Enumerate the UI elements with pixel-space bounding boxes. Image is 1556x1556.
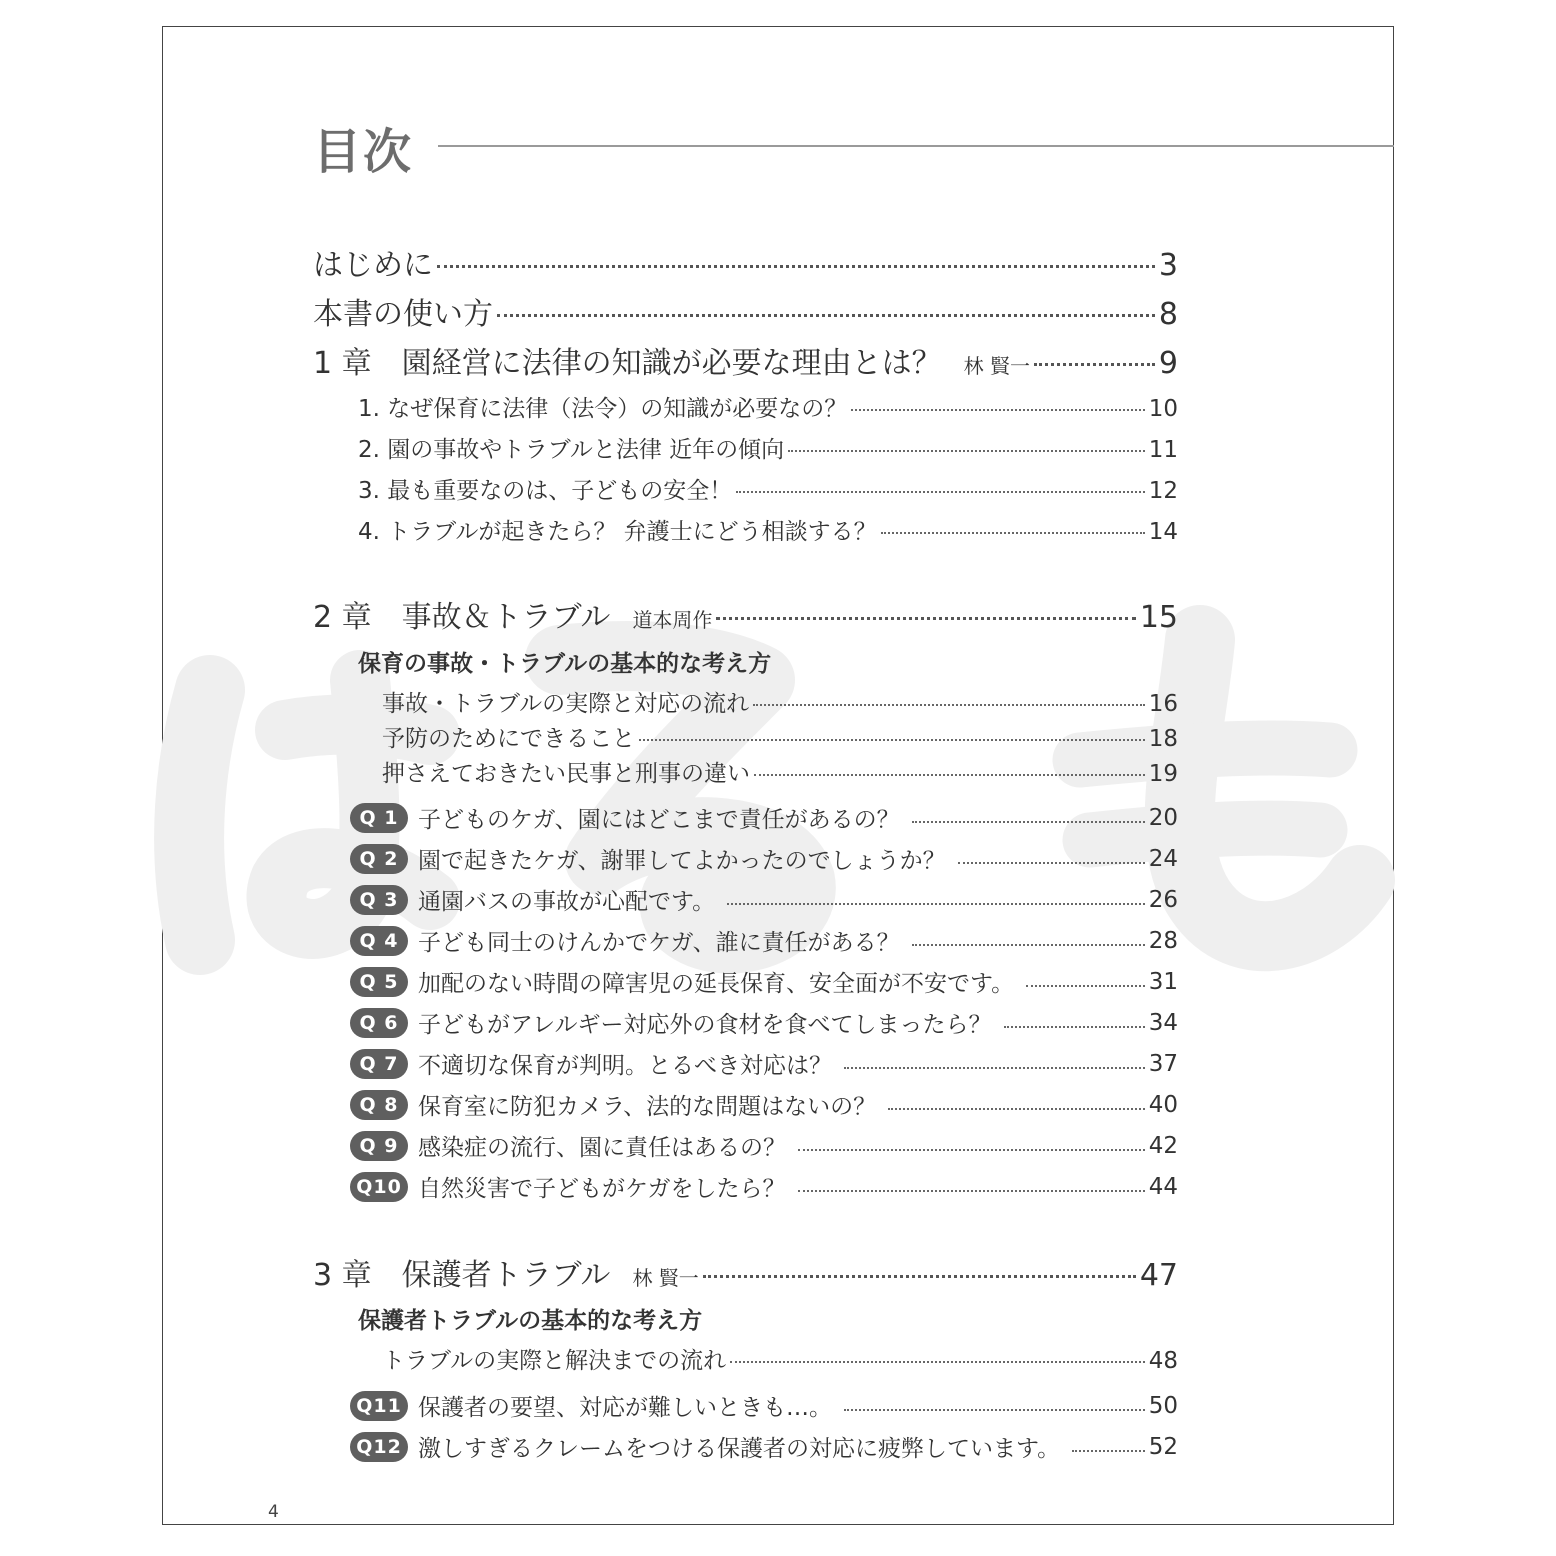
- page-folio: 4: [268, 1502, 279, 1522]
- dot-leader: [912, 821, 1145, 823]
- question-text: 子ども同士のけんかでケガ、誰に責任がある？: [418, 930, 900, 956]
- question-badge: Q12: [350, 1432, 408, 1462]
- toc-label: はじめに: [313, 248, 433, 283]
- toc-entry-2-c[interactable]: [382, 755, 1178, 788]
- toc-label: 本書の使い方: [313, 297, 493, 332]
- dot-leader: [1026, 985, 1145, 987]
- dot-leader: [639, 739, 1145, 741]
- dot-leader: [798, 1190, 1145, 1192]
- section-heading-ch3: 保護者トラブルの基本的な考え方: [358, 1308, 703, 1334]
- question-badge: Q 9: [350, 1131, 408, 1161]
- dot-leader: [1034, 363, 1155, 366]
- question-text: 感染症の流行、園に責任はあるの？: [418, 1135, 786, 1161]
- toc-entry-tsukaikata[interactable]: [313, 289, 1178, 333]
- page-number: 40: [1148, 1091, 1178, 1118]
- dot-leader: [736, 491, 1144, 493]
- author-name: 道本周作: [632, 608, 713, 632]
- question-badge: Q11: [350, 1391, 408, 1421]
- question-entry[interactable]: [350, 1430, 1178, 1463]
- question-text: 保護者の要望、対応が難しいときも…。: [418, 1395, 832, 1421]
- question-badge: Q10: [350, 1172, 408, 1202]
- page-number: 11: [1148, 437, 1178, 463]
- question-entry[interactable]: [350, 1006, 1178, 1039]
- toc-label: 事故・トラブルの実際と対応の流れ: [382, 691, 750, 717]
- author-name: 林 賢一: [632, 1266, 699, 1290]
- page-number: 18: [1148, 726, 1178, 752]
- toc-entry-chapter-1[interactable]: [313, 338, 1178, 382]
- page-number: 44: [1148, 1173, 1178, 1200]
- chapter-title: 3 章 保護者トラブル: [313, 1258, 611, 1293]
- toc-entry-1-4[interactable]: [358, 513, 1178, 546]
- question-text: 激しすぎるクレームをつける保護者の対応に疲弊しています。: [418, 1436, 1061, 1462]
- question-text: 自然災害で子どもがケガをしたら？: [418, 1176, 786, 1202]
- question-text: 園で起きたケガ、謝罪してよかったのでしょうか？: [418, 848, 946, 874]
- page-number: 15: [1139, 600, 1178, 635]
- dot-leader: [1004, 1026, 1145, 1028]
- title-divider: [438, 145, 1394, 147]
- question-entry[interactable]: [350, 883, 1178, 916]
- toc-label: 2. 園の事故やトラブルと法律 近年の傾向: [358, 437, 785, 463]
- question-entry[interactable]: [350, 1129, 1178, 1162]
- page-number: 52: [1148, 1433, 1178, 1460]
- toc-entry-hajimeni[interactable]: [313, 240, 1178, 284]
- page-number: 10: [1148, 396, 1178, 422]
- question-entry[interactable]: [350, 1389, 1178, 1422]
- question-badge: Q 8: [350, 1090, 408, 1120]
- page-number: 34: [1148, 1009, 1178, 1036]
- question-badge: Q 5: [350, 967, 408, 997]
- dot-leader: [912, 944, 1145, 946]
- dot-leader: [716, 617, 1135, 620]
- dot-leader: [703, 1275, 1136, 1278]
- dot-leader: [437, 265, 1155, 268]
- question-entry[interactable]: [350, 842, 1178, 875]
- toc-label: 1. なぜ保育に法律（法令）の知識が必要なの？: [358, 396, 848, 422]
- page-number: 9: [1158, 346, 1178, 381]
- question-text: 保育室に防犯カメラ、法的な問題はないの？: [418, 1094, 877, 1120]
- section-heading-ch2: 保育の事故・トラブルの基本的な考え方: [358, 651, 772, 677]
- page-title: 目次: [313, 124, 414, 180]
- dot-leader: [727, 903, 1145, 905]
- dot-leader: [798, 1149, 1145, 1151]
- page-number: 48: [1148, 1348, 1178, 1374]
- page-number: 20: [1148, 804, 1178, 831]
- question-badge: Q 4: [350, 926, 408, 956]
- toc-entry-2-b[interactable]: [382, 720, 1178, 753]
- page-number: 19: [1148, 761, 1178, 787]
- page-number: 37: [1148, 1050, 1178, 1077]
- toc-entry-2-a[interactable]: [382, 685, 1178, 718]
- toc-label: 4. トラブルが起きたら？ 弁護士にどう相談する？: [358, 519, 877, 545]
- toc-label: 3. 最も重要なのは、子どもの安全！: [358, 478, 733, 504]
- toc-entry-3-a[interactable]: [382, 1342, 1178, 1375]
- dot-leader: [881, 532, 1145, 534]
- question-text: 通園バスの事故が心配です。: [418, 889, 716, 915]
- question-entry[interactable]: [350, 924, 1178, 957]
- question-text: 子どもがアレルギー対応外の食材を食べてしまったら？: [418, 1012, 992, 1038]
- toc-entry-1-1[interactable]: [358, 390, 1178, 423]
- toc-label: 押さえておきたい民事と刑事の違い: [382, 761, 750, 787]
- question-entry[interactable]: [350, 1088, 1178, 1121]
- page-number: 14: [1148, 519, 1178, 545]
- dot-leader: [844, 1409, 1145, 1411]
- toc-label: トラブルの実際と解決までの流れ: [382, 1348, 727, 1374]
- dot-leader: [754, 774, 1145, 776]
- dot-leader: [730, 1361, 1145, 1363]
- dot-leader: [753, 704, 1145, 706]
- chapter-title: 2 章 事故＆トラブル: [313, 600, 611, 635]
- question-badge: Q 3: [350, 885, 408, 915]
- page-number: 42: [1148, 1132, 1178, 1159]
- dot-leader: [844, 1067, 1145, 1069]
- dot-leader: [888, 1108, 1145, 1110]
- chapter-title: 1 章 園経営に法律の知識が必要な理由とは？: [313, 346, 942, 381]
- page-number: 26: [1148, 886, 1178, 913]
- page-number: 3: [1158, 248, 1178, 283]
- dot-leader: [1072, 1450, 1145, 1452]
- page-number: 31: [1148, 968, 1178, 995]
- question-entry[interactable]: [350, 965, 1178, 998]
- toc-entry-1-3[interactable]: [358, 472, 1178, 505]
- question-badge: Q 1: [350, 803, 408, 833]
- question-entry[interactable]: [350, 1170, 1178, 1203]
- page-number: 12: [1148, 478, 1178, 504]
- question-text: 加配のない時間の障害児の延長保育、安全面が不安です。: [418, 971, 1015, 997]
- page-number: 50: [1148, 1392, 1178, 1419]
- page-number: 47: [1139, 1258, 1178, 1293]
- toc-entry-1-2[interactable]: [358, 431, 1178, 464]
- page-number: 24: [1148, 845, 1178, 872]
- toc-label: 予防のためにできること: [382, 726, 635, 752]
- question-badge: Q 6: [350, 1008, 408, 1038]
- question-badge: Q 2: [350, 844, 408, 874]
- page-number: 28: [1148, 927, 1178, 954]
- dot-leader: [497, 314, 1155, 317]
- toc-entry-chapter-2[interactable]: [313, 592, 1178, 636]
- author-name: 林 賢一: [963, 354, 1030, 378]
- toc-entry-chapter-3[interactable]: [313, 1250, 1178, 1294]
- page-number: 8: [1158, 297, 1178, 332]
- dot-leader: [788, 450, 1145, 452]
- question-badge: Q 7: [350, 1049, 408, 1079]
- dot-leader: [958, 862, 1145, 864]
- question-entry[interactable]: [350, 801, 1178, 834]
- dot-leader: [851, 409, 1144, 411]
- question-text: 子どものケガ、園にはどこまで責任があるの？: [418, 807, 900, 833]
- page-number: 16: [1148, 691, 1178, 717]
- question-entry[interactable]: [350, 1047, 1178, 1080]
- question-text: 不適切な保育が判明。とるべき対応は？: [418, 1053, 832, 1079]
